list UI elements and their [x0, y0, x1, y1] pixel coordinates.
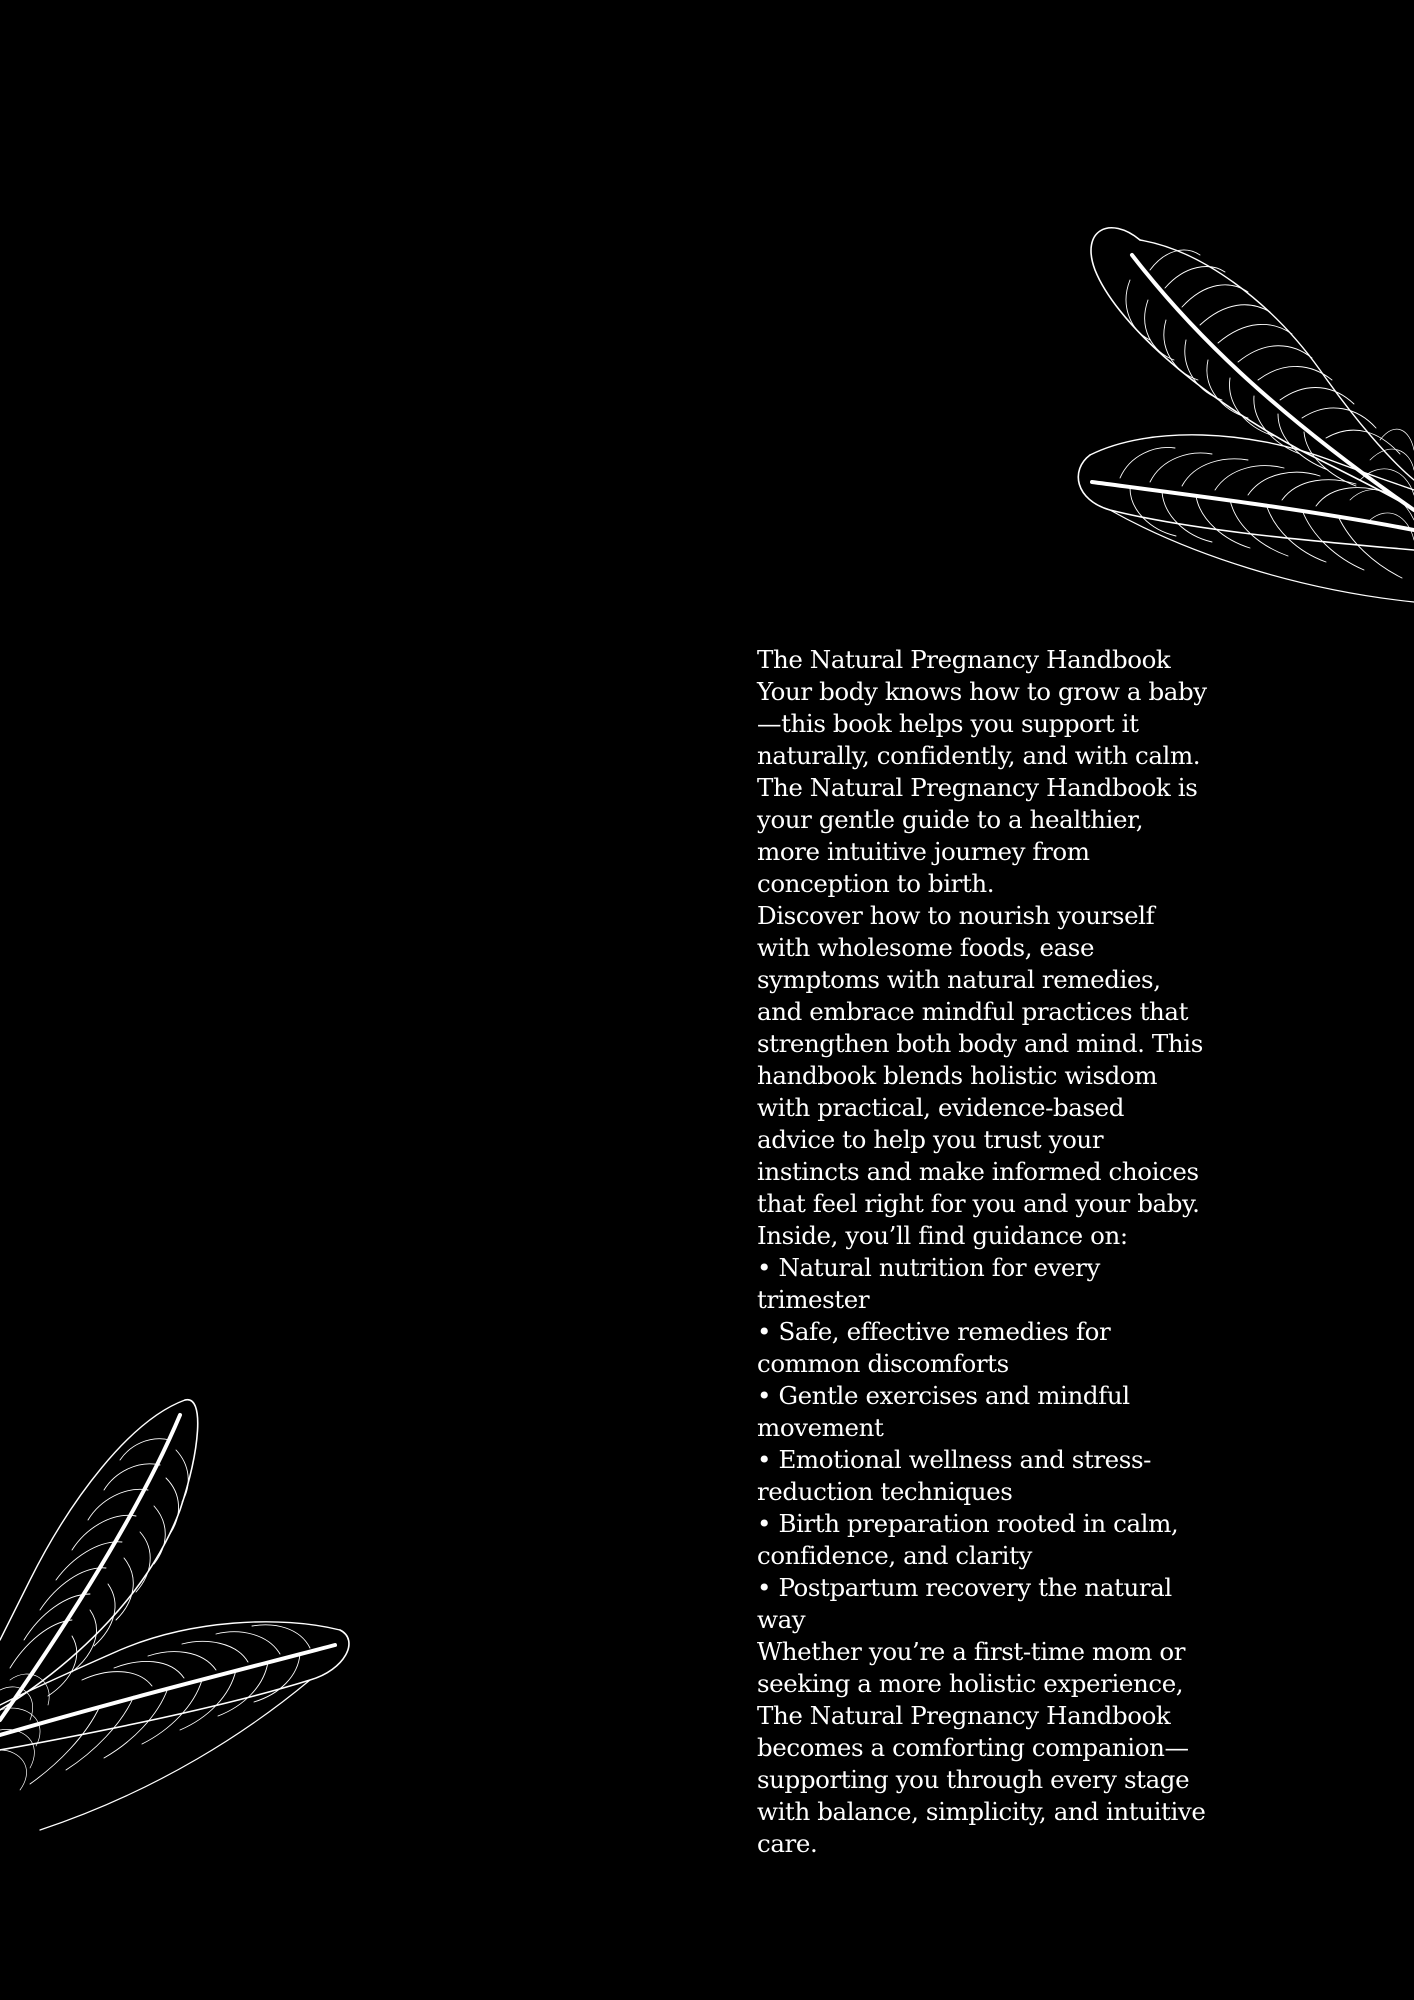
list-intro: Inside, you’ll find guidance on:: [757, 1221, 1128, 1250]
list-item: • Emotional wellness and stress-reduction techniques: [757, 1445, 1152, 1506]
body-paragraph: Discover how to nourish yourself with wholesome foods, ease symptoms with natural remedies, and embrace mindful practices that strengthen both body and mind. This handbook blends holistic wisdom with practical, evidence-based advice to help you trust your instincts and make informed choices that feel right for you and your baby.: [757, 901, 1203, 1218]
book-title: The Natural Pregnancy Handbook: [757, 645, 1171, 674]
blurb-text: [757, 644, 1207, 1860]
intro-paragraph: The Natural Pregnancy Handbook is your gentle guide to a healthier, more intuitive journey from conception to birth.: [757, 773, 1198, 898]
list-item: • Birth preparation rooted in calm, confidence, and clarity: [757, 1509, 1179, 1570]
list-item: • Safe, effective remedies for common discomforts: [757, 1317, 1111, 1378]
feather-icon: [0, 1390, 360, 1840]
list-item: • Natural nutrition for every trimester: [757, 1253, 1100, 1314]
closing-paragraph: Whether you’re a first-time mom or seeking a more holistic experience, The Natural Pregnancy Handbook becomes a comforting companion—supporting you through every stage with balance, simplicity, and intuitive care.: [757, 1637, 1206, 1858]
feather-icon: [1070, 210, 1414, 610]
tagline: Your body knows how to grow a baby—this book helps you support it naturally, confidently, and with calm.: [757, 677, 1207, 770]
list-item: • Postpartum recovery the natural way: [757, 1573, 1172, 1634]
list-item: • Gentle exercises and mindful movement: [757, 1381, 1130, 1442]
